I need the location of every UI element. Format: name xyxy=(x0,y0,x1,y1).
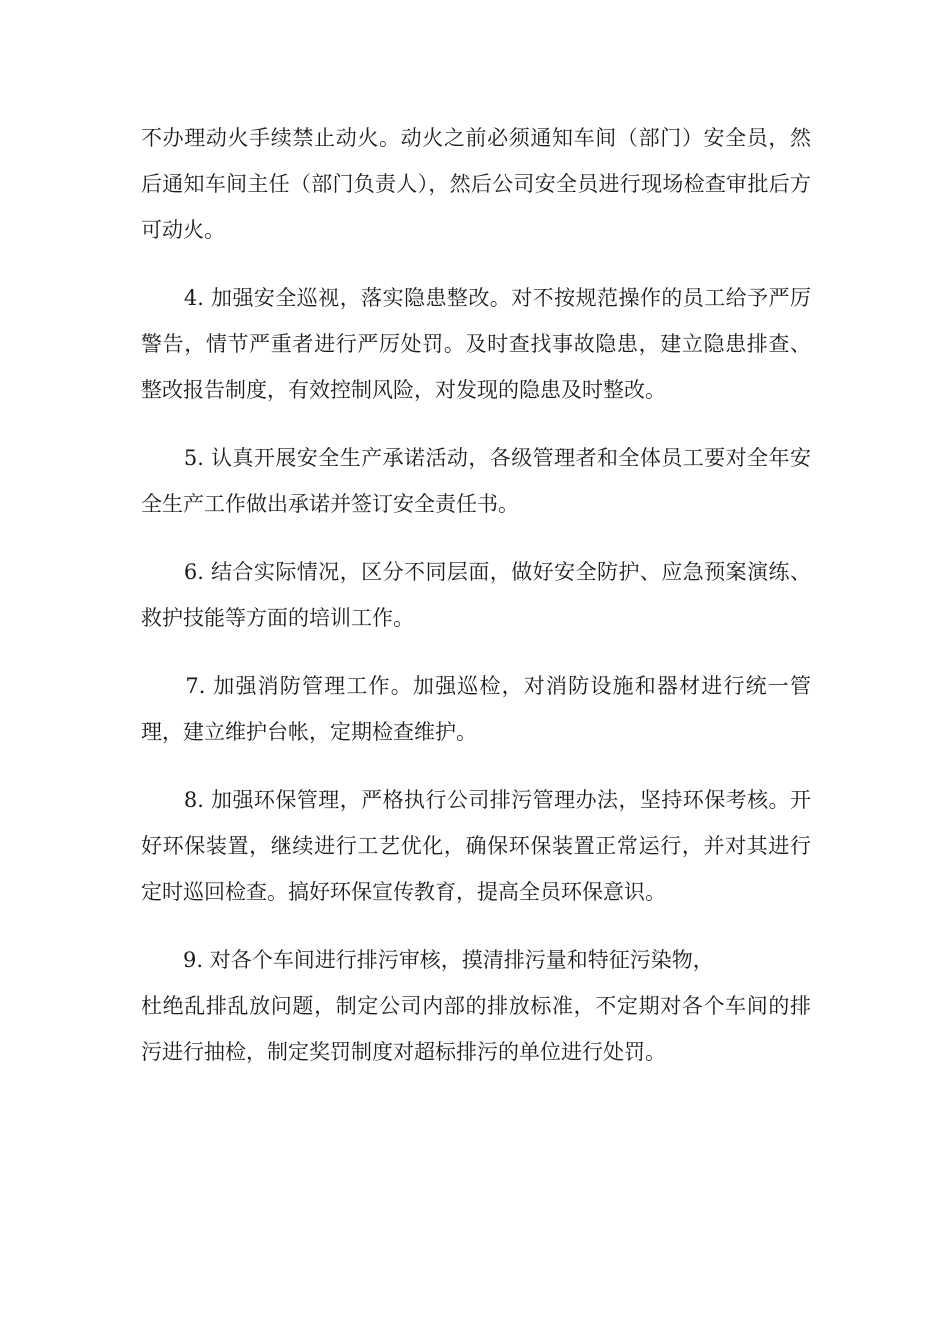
paragraph-item-7: 7. 加强消防管理工作。加强巡检，对消防设施和器材进行统一管理，建立维护台帐，定期检查维护。 xyxy=(141,674,811,744)
paragraph-item-6: 6. 结合实际情况，区分不同层面，做好安全防护、应急预案演练、救护技能等方面的培训工作。 xyxy=(141,560,811,630)
paragraph-hot-work-permit: 不办理动火手续禁止动火。动火之前必须通知车间（部门）安全员，然后通知车间主任（部门负责人），然后公司安全员进行现场检查审批后方可动火。 xyxy=(141,126,811,242)
paragraph-item-8: 8. 加强环保管理，严格执行公司排污管理办法，坚持环保考核。开好环保装置，继续进行工艺优化，确保环保装置正常运行，并对其进行定时巡回检查。搞好环保宣传教育，提高全员环保意识。 xyxy=(141,788,811,904)
document-body xyxy=(141,115,811,1075)
paragraph-item-4: 4. 加强安全巡视，落实隐患整改。对不按规范操作的员工给予严厉警告，情节严重者进行严厉处罚。及时查找事故隐患，建立隐患排查、整改报告制度，有效控制风险，对发现的隐患及时整改。 xyxy=(141,286,811,402)
paragraph-item-5: 5. 认真开展安全生产承诺活动，各级管理者和全体员工要对全年安全生产工作做出承诺并签订安全责任书。 xyxy=(141,446,811,516)
paragraph-item-9: 9. 对各个车间进行排污审核，摸清排污量和特征污染物， 杜绝乱排乱放问题，制定公司内部的排放标准，不定期对各个车间的排污进行抽检，制定奖罚制度对超标排污的单位进行处罚。 xyxy=(141,948,811,1064)
